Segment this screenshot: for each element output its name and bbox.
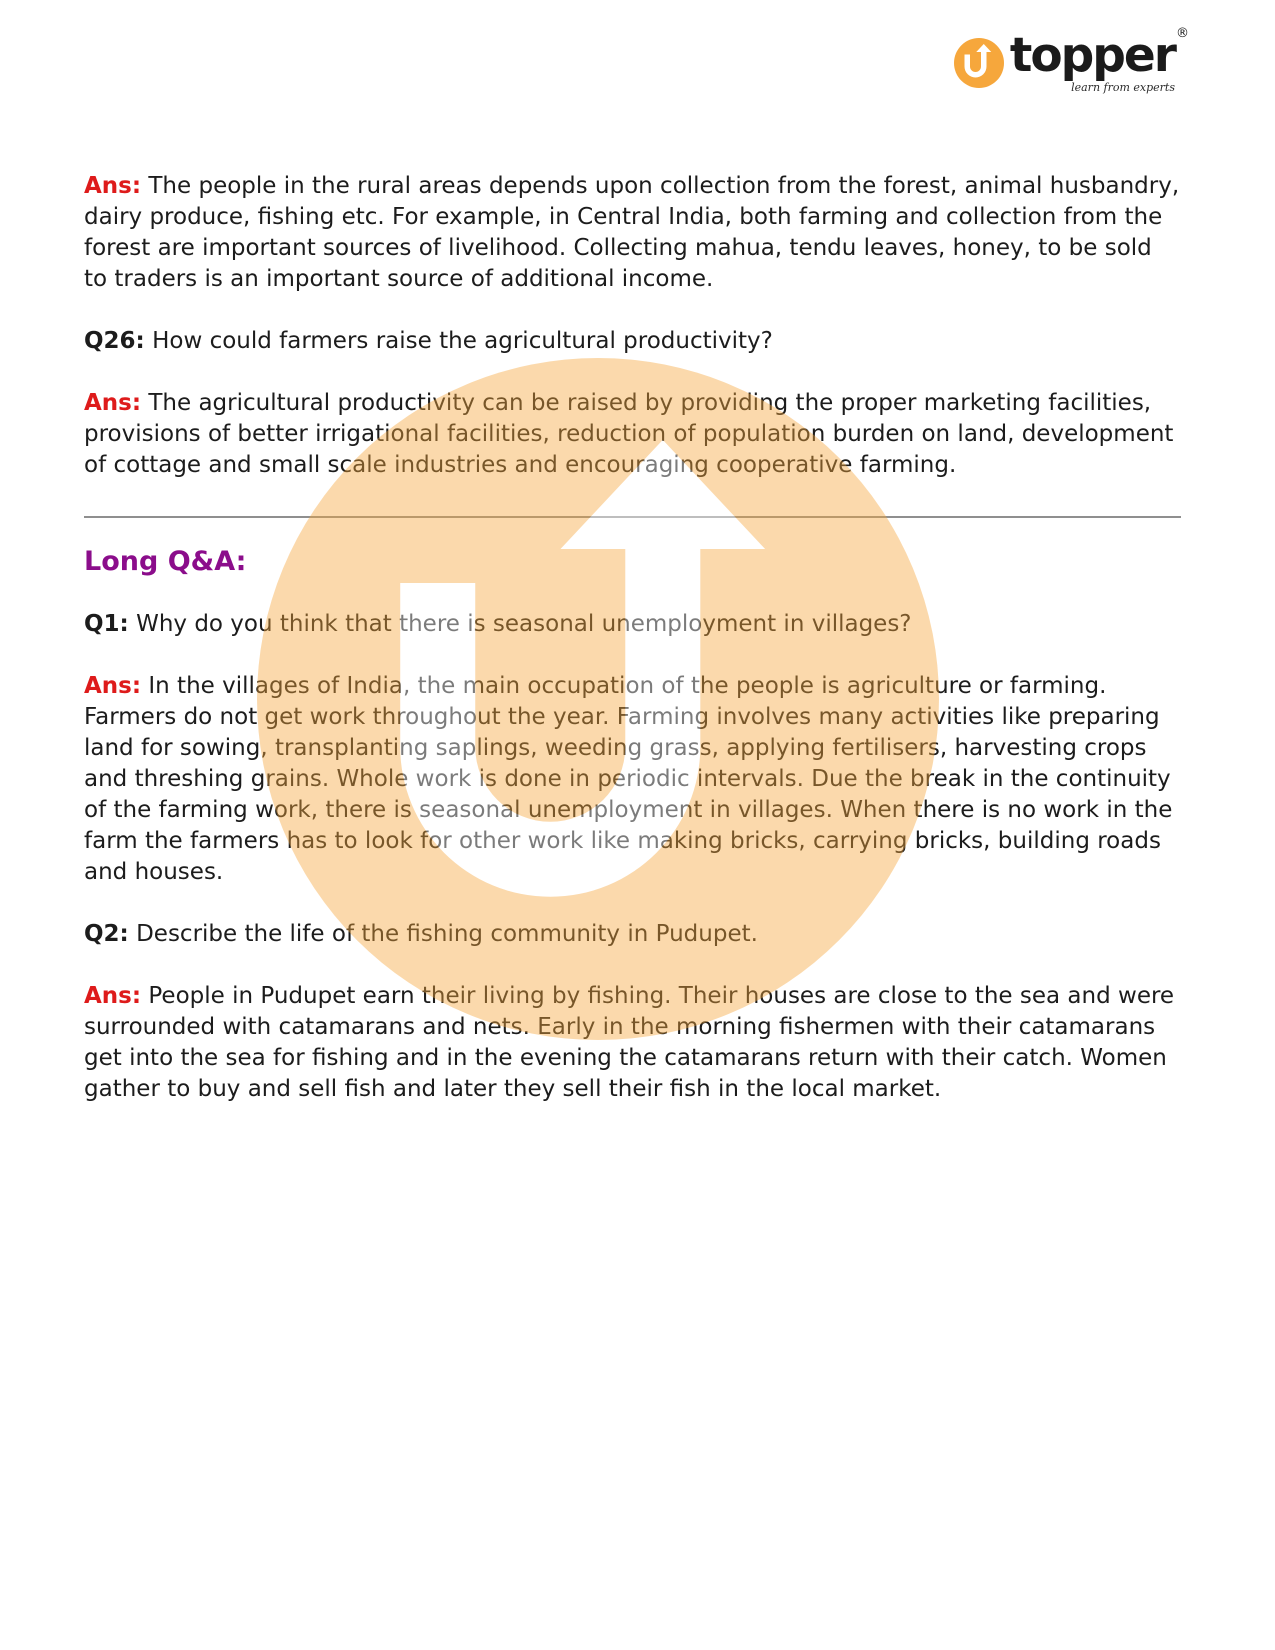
answer-paragraph: [84, 981, 1181, 1105]
question-paragraph: [84, 609, 1181, 640]
question-text: Describe the life of the fishing community in Pudupet.: [136, 921, 758, 947]
answer-label: Ans:: [84, 173, 142, 199]
question-label: Q26:: [84, 328, 145, 354]
registered-trademark-symbol: ®: [1176, 26, 1189, 41]
answer-label: Ans:: [84, 673, 142, 699]
answer-paragraph: [84, 388, 1181, 481]
answer-text: The people in the rural areas depends upon collection from the forest, animal husbandry, dairy produce, fishing etc. For example, in Central India, both farming and collection from the forest are important sources of livelihood. Collecting mahua, tendu leaves, honey, to be sold to traders is an important source of additional income.: [84, 173, 1180, 292]
question-text: How could farmers raise the agricultural productivity?: [152, 328, 773, 354]
brand-tagline: learn from experts: [1071, 80, 1175, 94]
brand-name: topper: [1009, 28, 1175, 83]
answer-paragraph: [84, 171, 1181, 295]
answer-label: Ans:: [84, 390, 142, 416]
question-text: Why do you think that there is seasonal unemployment in villages?: [136, 611, 912, 637]
question-paragraph: [84, 919, 1181, 950]
answer-text: People in Pudupet earn their living by fishing. Their houses are close to the sea and were surrounded with catamarans and nets. Early in the morning fishermen with their catamarans get into the sea for fishing and in the evening the catamarans return with their catch. Women gather to buy and sell fish and later they sell their fish in the local market.: [84, 983, 1175, 1102]
section-divider: [84, 516, 1181, 518]
question-label: Q2:: [84, 921, 129, 947]
answer-text: The agricultural productivity can be raised by providing the proper marketing facilities, provisions of better irrigational facilities, reduction of population burden on land, development of cottage and small scale industries and encouraging cooperative farming.: [84, 390, 1174, 478]
document-content: [84, 171, 1181, 1136]
section-heading: Long Q&A:: [84, 546, 247, 577]
utopper-mark-icon: [954, 38, 1004, 88]
utopper-logo: [954, 26, 1189, 94]
question-label: Q1:: [84, 611, 129, 637]
question-paragraph: [84, 326, 1181, 357]
answer-paragraph: [84, 671, 1181, 888]
answer-label: Ans:: [84, 983, 142, 1009]
answer-text: In the villages of India, the main occupation of the people is agriculture or farming. Farmers do not get work throughout the year. Farming involves many activities like preparing land for sowing, transplanting saplings, weeding grass, applying fertilisers, harvesting crops and threshing grains. Whole work is done in periodic intervals. Due the break in the continuity of the farming work, there is seasonal unemployment in villages. When there is no work in the farm the farmers has to look for other work like making bricks, carrying bricks, building roads and houses.: [84, 673, 1173, 885]
